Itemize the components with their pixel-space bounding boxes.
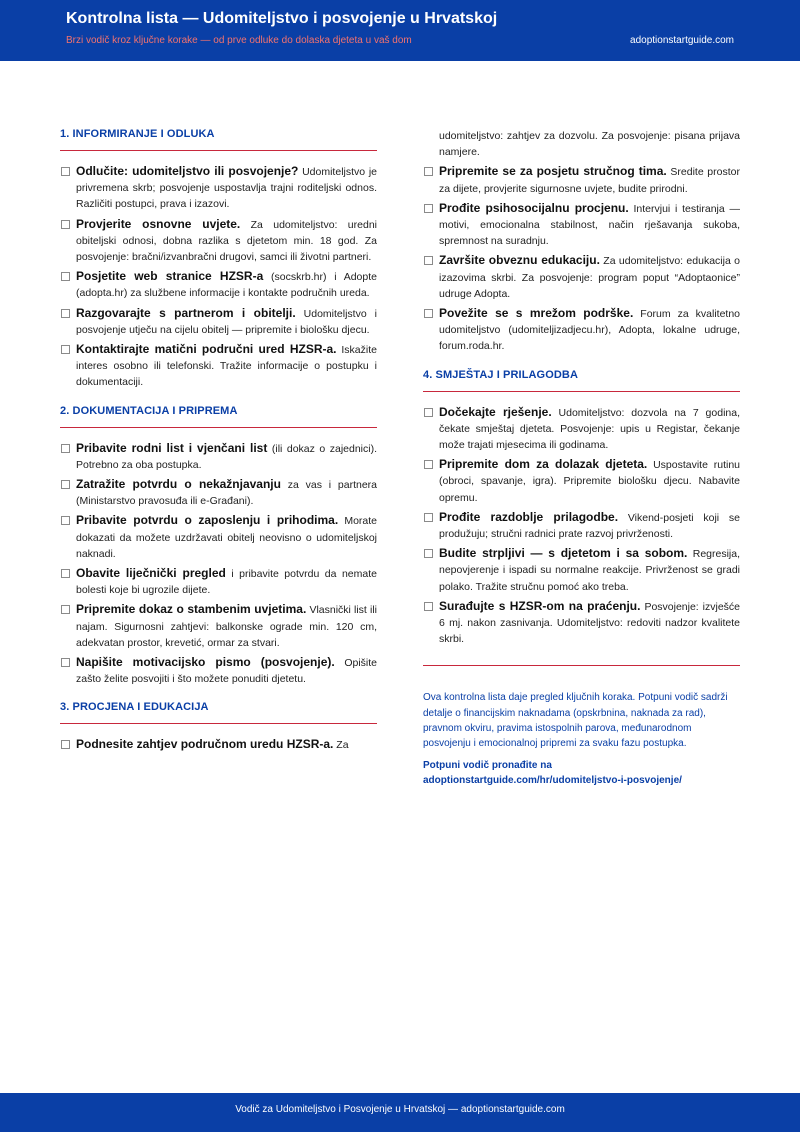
checkbox[interactable] (424, 602, 433, 611)
item-lead: Provjerite osnovne uvjete. (76, 216, 241, 231)
item-desc: Opišite zašto želite posvojiti i što možete ponuditi djetetu. (76, 657, 378, 686)
checklist-item[interactable] (60, 601, 377, 651)
header-site-link[interactable]: adoptionstartguide.com (630, 35, 734, 46)
section-title-dokumentacija: 2. DOKUMENTACIJA I PRIPREMA (60, 405, 377, 428)
checklist-item[interactable] (423, 509, 740, 542)
checkbox[interactable] (424, 460, 433, 469)
page-subtitle: Brzi vodič kroz ključne korake — od prve odluke do dolaska djeteta u vaš dom (66, 35, 412, 46)
item-lead: Pripremite dokaz o stambenim uvjetima. (76, 602, 307, 617)
checklist-item[interactable] (423, 545, 740, 595)
item-desc: Forum za kvalitetno udomiteljstvo (udomiteljizadjecu.hr), Adopta, lokalne udruge, forum.roda.hr. (439, 308, 741, 353)
item-desc: Za udomiteljstvo: uredni obiteljski odnosi, dobna razlika s djetetom min. 18 god. Za posvojenje: bračni/izvanbračni drugovi, samci ili životni partneri. (76, 218, 377, 264)
guide-link[interactable]: adoptionstartguide.com/hr/udomiteljstvo-i-posvojenje/ (423, 774, 682, 786)
item-desc: Udomiteljstvo: dozvola na 7 godina, čekate smještaj djeteta. Posvojenje: upis u Registar, čekanje može trajati mjesecima ili godinama. (439, 406, 740, 452)
checkbox[interactable] (424, 309, 433, 318)
section-divider (423, 665, 740, 666)
checkbox[interactable] (61, 569, 70, 578)
item-lead: Posjetite web stranice HZSR-a (76, 269, 264, 284)
section-title-procjena: 3. PROCJENA I EDUKACIJA (60, 701, 377, 724)
checklist-item[interactable] (423, 456, 740, 506)
checkbox[interactable] (61, 740, 70, 749)
item-lead: Budite strpljivi — s djetetom i sa sobom. (439, 546, 688, 561)
item-lead: Završite obveznu edukaciju. (439, 253, 600, 268)
checklist-item[interactable] (423, 252, 740, 302)
checkbox[interactable] (61, 309, 70, 318)
item-desc: Za (336, 739, 349, 752)
page-title: Kontrolna lista — Udomiteljstvo i posvojenje u Hrvatskoj (66, 10, 498, 27)
item-desc-continuation: udomiteljstvo: zahtjev za dozvolu. Za posvojenje: pisana prijava namjere. (439, 130, 740, 159)
item-lead: Razgovarajte s partnerom i obitelji. (76, 305, 296, 320)
checklist-item[interactable] (60, 440, 377, 473)
item-desc: Posvojenje: izvješće 6 mj. nakon zasnivanja. Udomiteljstvo: redoviti nadzor kvalitete skrbi. (439, 600, 741, 646)
item-desc: Intervjui i testiranja — motivi, emocionalna stabilnost, način rješavanja sukoba, spremnost na suradnju. (439, 202, 740, 248)
checklist-item[interactable] (60, 476, 377, 509)
checklist-item[interactable] (423, 305, 740, 355)
checklist-item[interactable] (423, 200, 740, 250)
checkbox[interactable] (424, 167, 433, 176)
item-lead: Pribavite rodni list i vjenčani list (76, 440, 268, 455)
item-desc: (socskrb.hr) i Adopte (adopta.hr) za službene informacije i kontakte područnih ureda. (76, 271, 377, 300)
item-lead: Dočekajte rješenje. (439, 404, 552, 419)
item-desc: Vikend-posjeti koji se produžuju; stručni radnici prate razvoj privrženosti. (439, 511, 740, 541)
item-lead: Obavite liječnički pregled (76, 566, 226, 581)
section-title-informiranje: 1. INFORMIRANJE I ODLUKA (60, 128, 377, 151)
left-column (60, 128, 377, 757)
checkbox[interactable] (61, 480, 70, 489)
checkbox[interactable] (61, 516, 70, 525)
section-title-smjestaj: 4. SMJEŠTAJ I PRILAGODBA (423, 369, 740, 392)
checklist-item[interactable] (423, 163, 740, 196)
checkbox[interactable] (61, 605, 70, 614)
item-lead: Kontaktirajte matični područni ured HZSR-a. (76, 342, 337, 357)
item-desc: Iskažite interes osobno ili telefonski. Tražite informacije o postupku i dokumentaciji. (76, 344, 377, 389)
checklist-item[interactable] (60, 654, 377, 687)
guide-lead-text: Potpuni vodič pronađite na (423, 759, 552, 771)
checkbox[interactable] (424, 408, 433, 417)
item-lead: Pripremite se za posjetu stručnog tima. (439, 164, 667, 179)
checklist-item[interactable] (60, 163, 377, 213)
checkbox[interactable] (61, 444, 70, 453)
checklist-item[interactable] (60, 305, 377, 338)
checkbox[interactable] (424, 549, 433, 558)
checkbox[interactable] (61, 345, 70, 354)
item-desc: i pribavite potvrdu da nemate bolesti koje bi ugrozile dijete. (76, 568, 377, 597)
checkbox[interactable] (61, 167, 70, 176)
checklist-item[interactable] (60, 512, 377, 562)
checkbox[interactable] (61, 220, 70, 229)
item-desc: Udomiteljstvo je privremena skrb; posvojenje uspostavlja trajni roditeljski odnos. Različiti postupci, prava i izazovi. (76, 166, 377, 211)
item-desc: za vas i partnera (Ministarstvo pravosuđa ili e-Građani). (76, 479, 378, 508)
checklist-item[interactable] (60, 736, 377, 753)
page-header (0, 0, 800, 61)
page-footer (0, 1093, 800, 1132)
item-lead: Pripremite dom za dolazak djeteta. (439, 457, 648, 472)
item-lead: Podnesite zahtjev područnom uredu HZSR-a. (76, 737, 334, 752)
item-desc: (ili dokaz o zajednici). Potrebno za oba postupka. (76, 442, 378, 471)
checkbox[interactable] (424, 513, 433, 522)
item-desc: Regresija, nepovjerenje i ispadi su normalne reakcije. Privrženost se gradi polako. Tražite stručnu pomoć ako treba. (439, 548, 741, 593)
item-lead: Pribavite potvrdu o zaposlenju i prihodima. (76, 513, 339, 528)
item-lead: Prođite psihosocijalnu procjenu. (439, 200, 629, 215)
checklist-item[interactable] (423, 598, 740, 648)
item-lead: Povežite se s mrežom podrške. (439, 306, 634, 321)
checklist-item[interactable] (60, 216, 377, 266)
summary-note: Ova kontrolna lista daje pregled ključnih koraka. Potpuni vodič sadrži detalje o financijskim naknadama (opskrbnina, naknada za rad), pravnom okviru, pravima istospolnih parova, međunarodnom posvojenju i emocionalnoj pripremi za svaku fazu postupka. (423, 692, 728, 750)
footer-text: Vodič za Udomiteljstvo i Posvojenje u Hrvatskoj — adoptionstartguide.com (235, 1104, 565, 1115)
checklist-item[interactable] (423, 404, 740, 454)
checkbox[interactable] (424, 256, 433, 265)
item-desc: Za udomiteljstvo: edukacija o izazovima skrbi. Za posvojenje: program poput “Adoptaonice” udruge Adopta. (439, 255, 740, 300)
checkbox[interactable] (61, 658, 70, 667)
item-desc: Uspostavite rutinu (obroci, spavanje, igra). Pripremite biološku djecu. Nabavite opremu. (439, 459, 741, 504)
checkbox[interactable] (424, 204, 433, 213)
item-desc: Morate dokazati da možete uzdržavati obitelj neovisno o udomiteljskoj naknadi. (76, 515, 378, 560)
item-lead: Odlučite: udomiteljstvo ili posvojenje? (76, 164, 299, 178)
item-lead: Zatražite potvrdu o nekažnjavanju (76, 477, 281, 492)
item-desc: Vlasnički list ili najam. Sigurnosni zahtjevi: balkonske ograde min. 120 cm, adekvatan prostor, krevetić, ormar za stvari. (76, 604, 377, 649)
checklist-item[interactable] (60, 565, 377, 598)
right-column (423, 130, 740, 788)
item-lead: Surađujte s HZSR-om na praćenju. (439, 598, 641, 613)
item-lead: Napišite motivacijsko pismo (posvojenje). (76, 655, 335, 670)
item-lead: Prođite razdoblje prilagodbe. (439, 509, 619, 524)
checklist-item[interactable] (60, 268, 377, 301)
checklist-item[interactable] (60, 341, 377, 391)
item-desc: Sredite prostor za dijete, provjerite sigurnosne uvjete, budite prirodni. (439, 166, 740, 195)
checkbox[interactable] (61, 272, 70, 281)
item-desc: Udomiteljstvo i posvojenje utječu na cijelu obitelj — pripremite i biološku djecu. (76, 307, 377, 336)
